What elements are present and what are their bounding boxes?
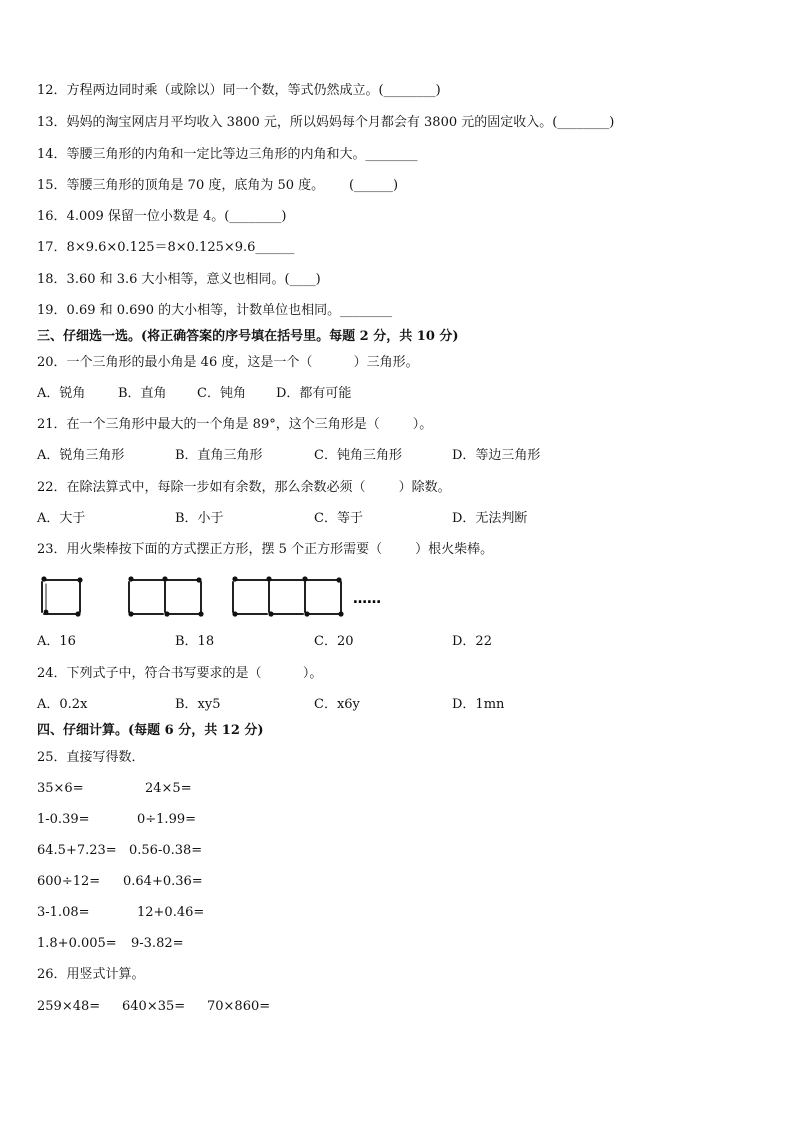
question-21: 21．在一个三角形中最大的一个角是 89°，这个三角形是（ ）。 [37,417,433,432]
oral-calc-item: 0.64+0.36= [123,874,203,889]
q23-option-a: A．16 [37,634,76,649]
question-23: 23．用火柴棒按下面的方式摆正方形，摆 5 个正方形需要（ ）根火柴棒。 [37,542,494,557]
vertical-calc-item: 640×35= [122,999,186,1014]
oral-calc-item: 1.8+0.005= [37,936,117,951]
section-calc-header: 四、仔细计算。(每题 6 分，共 12 分) [37,723,264,738]
oral-calc-item: 0÷1.99= [137,812,197,827]
vertical-calc-item: 70×860= [207,999,271,1014]
q20-option-d: D．都有可能 [276,386,352,401]
oral-calc-item: 24×5= [145,781,192,796]
question-12: 12．方程两边同时乘（或除以）同一个数，等式仍然成立。(________) [37,83,441,98]
question-13: 13．妈妈的淘宝网店月平均收入 3800 元，所以妈妈每个月都会有 3800 元的固定收入。(________) [37,115,615,130]
oral-calc-item: 600÷12= [37,874,101,889]
question-14: 14．等腰三角形的内角和一定比等边三角形的内角和大。________ [37,147,418,162]
oral-calc-item: 0.56-0.38= [129,843,203,858]
q22-option-a: A．大于 [37,511,86,526]
q24-option-a: A．0.2x [37,697,88,712]
question-25: 25．直接写得数． [37,750,145,765]
matchstick-three-squares [233,580,341,614]
question-15: 15．等腰三角形的顶角是 70 度，底角为 50 度。 (______) [37,178,399,193]
q22-option-d: D．无法判断 [452,511,528,526]
question-26: 26．用竖式计算。 [37,967,145,982]
q21-option-a: A．锐角三角形 [37,448,125,463]
q20-option-b: B．直角 [118,386,167,401]
oral-calc-item: 35×6= [37,781,84,796]
matchstick-one-square [42,580,80,614]
q20-option-c: C．钝角 [197,386,246,401]
q23-option-b: B．18 [175,634,215,649]
question-20: 20．一个三角形的最小角是 46 度，这是一个（ ）三角形。 [37,355,419,370]
question-17: 17．8×9.6×0.125＝8×0.125×9.6______ [37,240,295,255]
matchstick-ellipsis: …… [353,591,381,607]
q24-option-b: B．xy5 [175,697,221,712]
oral-calc-item: 3-1.08= [37,905,90,920]
q22-option-b: B．小于 [175,511,224,526]
q21-option-b: B．直角三角形 [175,448,263,463]
oral-calc-item: 12+0.46= [137,905,205,920]
question-19: 19．0.69 和 0.690 的大小相等，计数单位也相同。________ [37,303,393,318]
matchstick-squares-figure [36,574,396,620]
oral-calc-item: 64.5+7.23= [37,843,117,858]
vertical-calc-item: 259×48= [37,999,101,1014]
q24-option-c: C．x6y [314,697,360,712]
q23-option-d: D．22 [452,634,492,649]
question-24: 24．下列式子中，符合书写要求的是（ ）。 [37,666,323,681]
q21-option-d: D．等边三角形 [452,448,541,463]
q24-option-d: D．1mn [452,697,505,712]
oral-calc-item: 1-0.39= [37,812,90,827]
section-choice-header: 三、仔细选一选。(将正确答案的序号填在括号里。每题 2 分，共 10 分) [37,329,459,344]
q23-option-c: C．20 [314,634,354,649]
oral-calc-item: 9-3.82= [131,936,184,951]
q21-option-c: C．钝角三角形 [314,448,402,463]
q22-option-c: C．等于 [314,511,363,526]
question-18: 18．3.60 和 3.6 大小相等，意义也相同。(____) [37,272,321,287]
matchstick-two-squares [129,580,201,614]
question-16: 16．4.009 保留一位小数是 4。(________) [37,209,287,224]
q20-option-a: A．锐角 [37,386,86,401]
question-22: 22．在除法算式中，每除一步如有余数，那么余数必须（ ）除数。 [37,480,451,495]
